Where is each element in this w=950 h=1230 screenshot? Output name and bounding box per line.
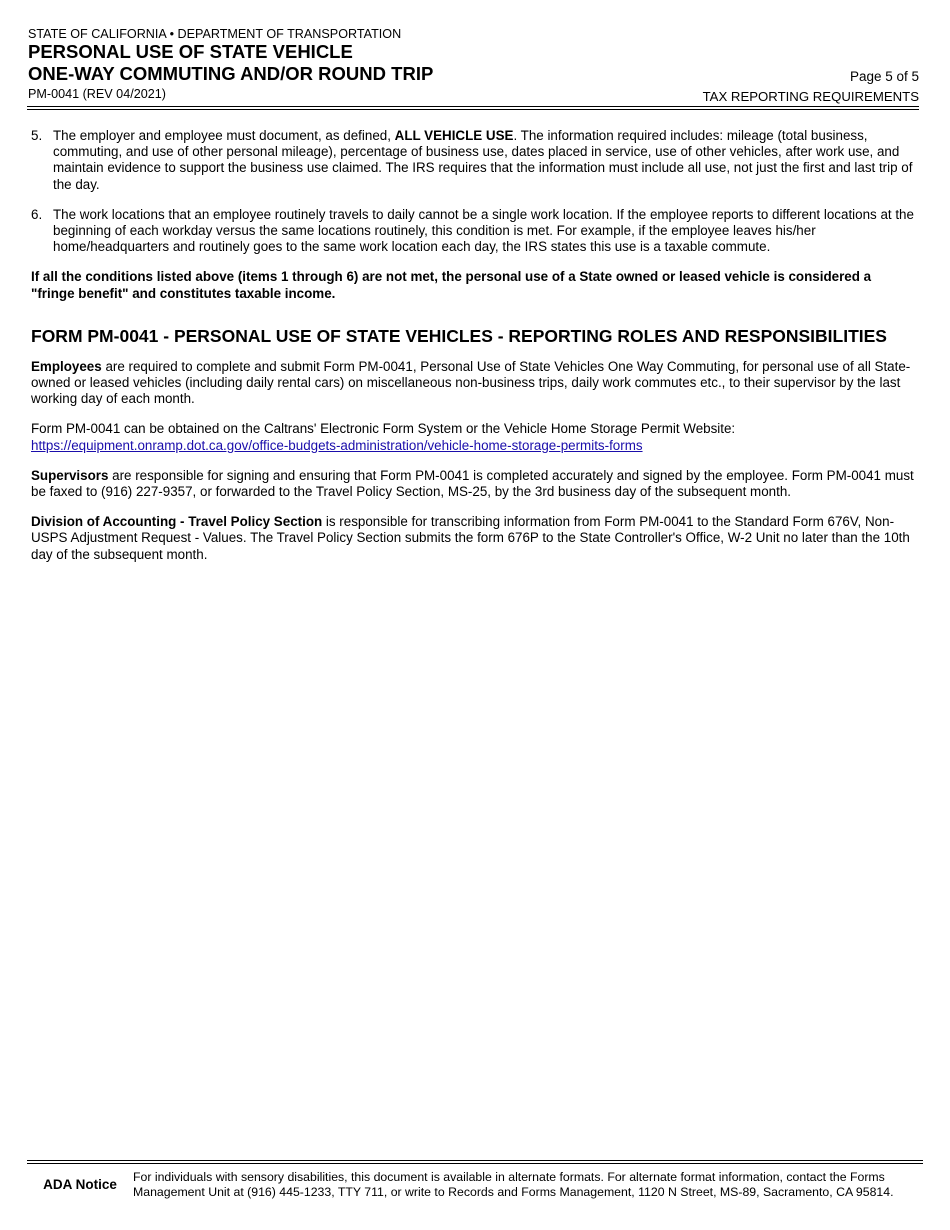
section-label: TAX REPORTING REQUIREMENTS (702, 89, 919, 104)
form-title-line1: PERSONAL USE OF STATE VEHICLE (28, 41, 353, 62)
list-item-number: 5. (31, 128, 43, 143)
header-divider-thick (27, 109, 919, 110)
bold-term: ALL VEHICLE USE (394, 128, 514, 143)
ada-label: ADA Notice (43, 1177, 117, 1192)
supervisors-paragraph (31, 468, 918, 500)
ada-notice (27, 1170, 923, 1200)
list-item-text: The work locations that an employee routinely travels to daily cannot be a single work location. If the employee reports to different locations at the beginning of each workday versus the same locations routinely, this condition is met. For example, if the employee leaves his/her home/headquarters and routinely goes to the same work location each day, the IRS states this use is a taxable commute. (53, 206, 914, 255)
footer-divider-bottom (27, 1163, 923, 1164)
agency-name: STATE OF CALIFORNIA • DEPARTMENT OF TRANSPORTATION (28, 27, 402, 41)
obtain-text: Form PM-0041 can be obtained on the Caltrans' Electronic Form System or the Vehicle Home Storage Permit Website: (31, 421, 736, 437)
text-segment: . The information required includes: mileage (total business, commuting, and use of other personal mileage), percentage of business use, dates placed in service, use of other vehicles, after work use, and maintain evidence to support the business use claimed. The IRS requires that the information must include all use, not just the first and last trip of the day. (53, 128, 913, 192)
list-item-text (53, 128, 918, 193)
header-divider-thin (27, 106, 919, 107)
list-item-6 (31, 207, 918, 256)
forms-link[interactable]: https://equipment.onramp.dot.ca.gov/office-budgets-administration/vehicle-home-storage-permits-forms (31, 437, 643, 453)
footer-divider-top (27, 1160, 923, 1161)
employees-paragraph (31, 359, 918, 408)
form-title-line2: ONE-WAY COMMUTING AND/OR ROUND TRIP (28, 63, 434, 84)
text-segment: The employer and employee must document, as defined, (53, 128, 395, 143)
section-heading: FORM PM-0041 - PERSONAL USE OF STATE VEHICLES - REPORTING ROLES AND RESPONSIBILITIES (31, 325, 887, 346)
list-item-5 (31, 128, 918, 193)
ada-text: For individuals with sensory disabilities, this document is available in alternate formats. For alternate format information, contact the Forms Management Unit at (916) 445-1233, TTY 711, or write to Records and Forms Management, 1120 N Street, MS-89, Sacramento, CA 95814. (133, 1170, 894, 1199)
document-body (31, 128, 918, 577)
accounting-label: Division of Accounting - Travel Policy Section (31, 514, 323, 530)
accounting-paragraph (31, 514, 918, 563)
supervisors-text: are responsible for signing and ensuring that Form PM-0041 is completed accurately and signed by the employee. Form PM-0041 must be faxed to (916) 227-9357, or forwarded to the Travel Policy Section, MS-25, by the 3rd business day of the subsequent month. (31, 467, 914, 500)
document-header (28, 27, 919, 104)
employees-label: Employees (31, 358, 102, 374)
employees-text: are required to complete and submit Form PM-0041, Personal Use of State Vehicles One Way Commuting, for personal use of all State-owned or leased vehicles (including daily rental cars) on miscellaneous non-business trips, daily work commutes etc., to their supervisor by the last working day of each month. (31, 358, 911, 407)
page-info: Page 5 of 5 (849, 69, 919, 84)
supervisors-label: Supervisors (31, 467, 109, 483)
accounting-text: is responsible for transcribing information from Form PM-0041 to the Standard Form 676V, Non-USPS Adjustment Request - Values. The Travel Policy Section submits the form 676P to the State Controller's Office, W-2 Unit no later than the 10th day of the subsequent month. (31, 514, 910, 562)
obtain-paragraph (31, 421, 918, 453)
list-item-number: 6. (31, 206, 43, 222)
conditions-note: If all the conditions listed above (items 1 through 6) are not met, the personal use of a State owned or leased vehicle is considered a "fringe benefit" and constitutes taxable income. (31, 269, 872, 301)
form-number: PM-0041 (REV 04/2021) (28, 87, 166, 101)
